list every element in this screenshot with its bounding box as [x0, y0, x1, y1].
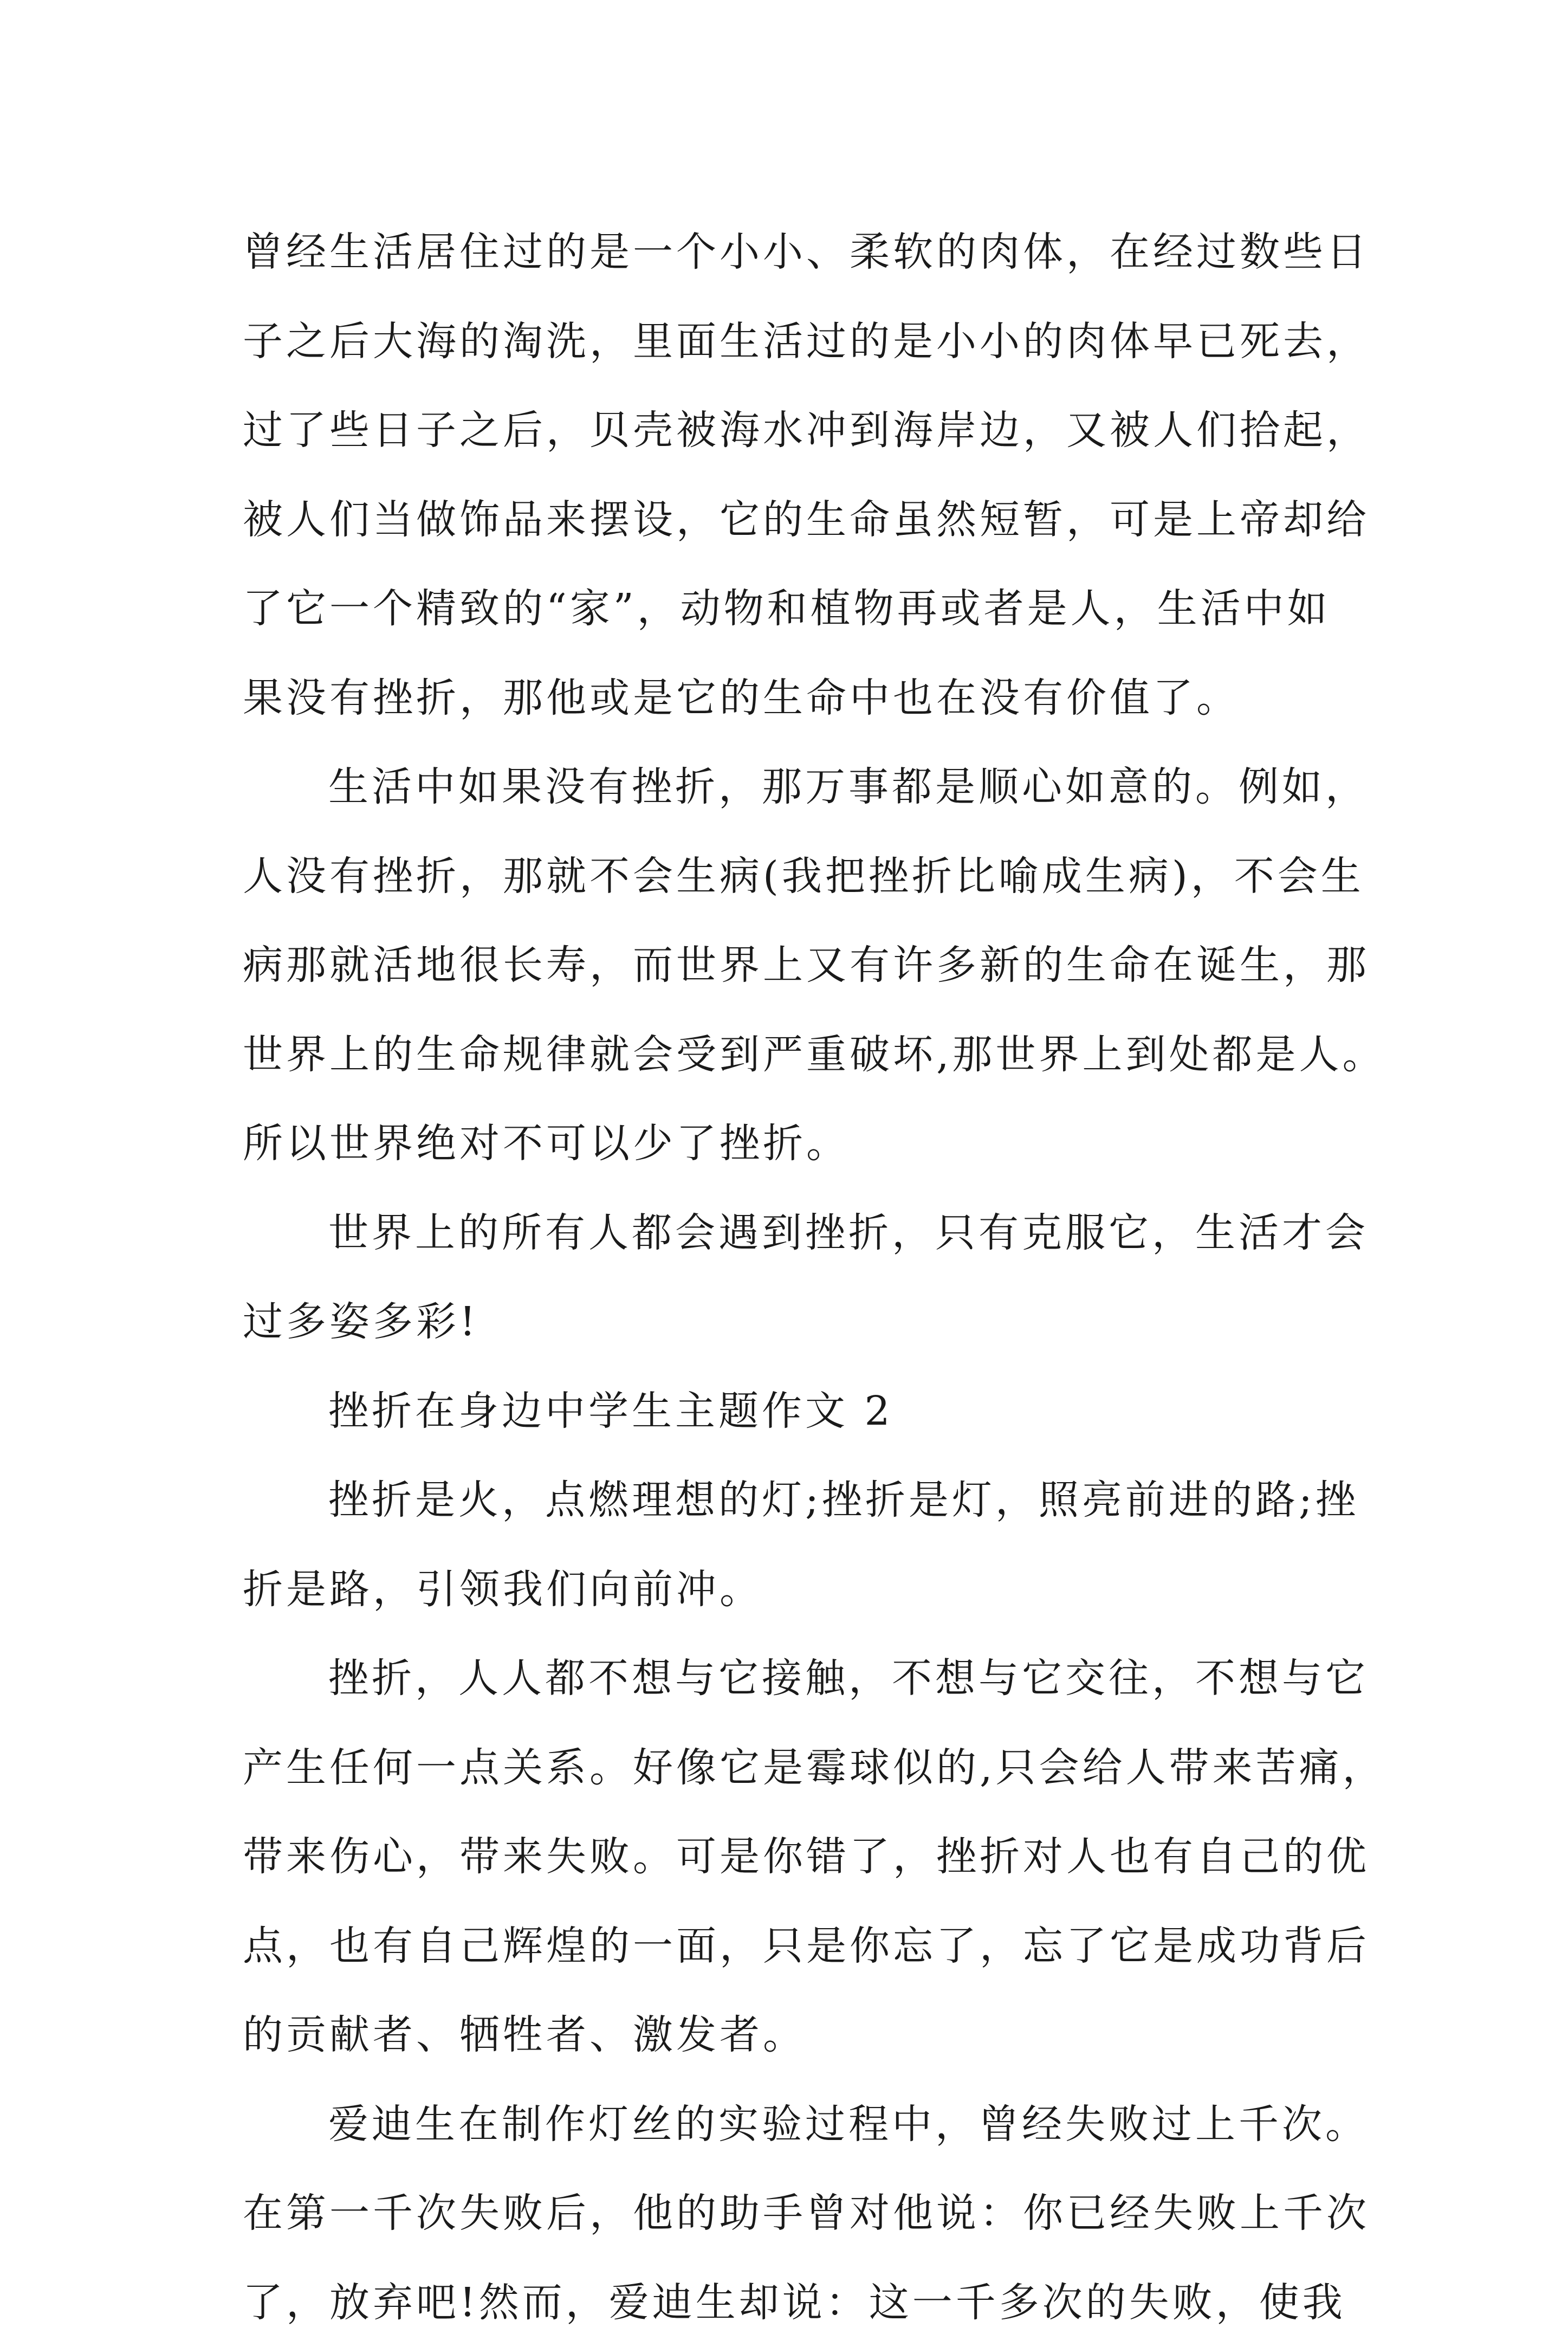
- text-line: 果没有挫折，那他或是它的生命中也在没有价值了。: [243, 654, 1345, 743]
- text-line: 过了些日子之后，贝壳被海水冲到海岸边，又被人们拾起，: [243, 386, 1345, 475]
- text-line: 了，放弃吧!然而，爱迪生却说：这一千多次的失败，使我: [243, 2258, 1345, 2347]
- paragraph-first-line: 世界上的所有人都会遇到挫折，只有克服它，生活才会: [243, 1188, 1345, 1278]
- text-line: 所以世界绝对不可以少了挫折。: [243, 1099, 1345, 1188]
- text-line: 病那就活地很长寿，而世界上又有许多新的生命在诞生，那: [243, 921, 1345, 1010]
- text-line: 折是路，引领我们向前冲。: [243, 1545, 1345, 1634]
- text-line: 的贡献者、牺牲者、激发者。: [243, 1990, 1345, 2080]
- paragraph-first-line: 生活中如果没有挫折，那万事都是顺心如意的。例如，: [243, 742, 1345, 832]
- text-line: 世界上的生命规律就会受到严重破坏,那世界上到处都是人。: [243, 1010, 1345, 1100]
- paragraph-first-line: 挫折，人人都不想与它接触，不想与它交往，不想与它: [243, 1634, 1345, 1723]
- text-line: 点，也有自己辉煌的一面，只是你忘了，忘了它是成功背后: [243, 1902, 1345, 1991]
- text-line: 人没有挫折，那就不会生病(我把挫折比喻成生病)，不会生: [243, 832, 1345, 921]
- text-line: 产生任何一点关系。好像它是霉球似的,只会给人带来苦痛，: [243, 1723, 1345, 1813]
- text-line: 带来伤心，带来失败。可是你错了，挫折对人也有自己的优: [243, 1812, 1345, 1902]
- text-line: 被人们当做饰品来摆设，它的生命虽然短暂，可是上帝却给: [243, 475, 1345, 565]
- text-line: 过多姿多彩!: [243, 1277, 1345, 1367]
- text-line: 在第一千次失败后，他的助手曾对他说：你已经失败上千次: [243, 2169, 1345, 2258]
- paragraph-first-line: 爱迪生在制作灯丝的实验过程中，曾经失败过上千次。: [243, 2080, 1345, 2169]
- text-line: 了它一个精致的“家”，动物和植物再或者是人，生活中如: [243, 564, 1345, 654]
- section-heading: 挫折在身边中学生主题作文 2: [243, 1367, 1345, 1456]
- text-line: 子之后大海的淘洗，里面生活过的是小小的肉体早已死去，: [243, 297, 1345, 386]
- paragraph-first-line: 挫折是火，点燃理想的灯;挫折是灯，照亮前进的路;挫: [243, 1456, 1345, 1545]
- text-line: 曾经生活居住过的是一个小小、柔软的肉体，在经过数些日: [243, 208, 1345, 297]
- document-body: [243, 208, 1345, 2347]
